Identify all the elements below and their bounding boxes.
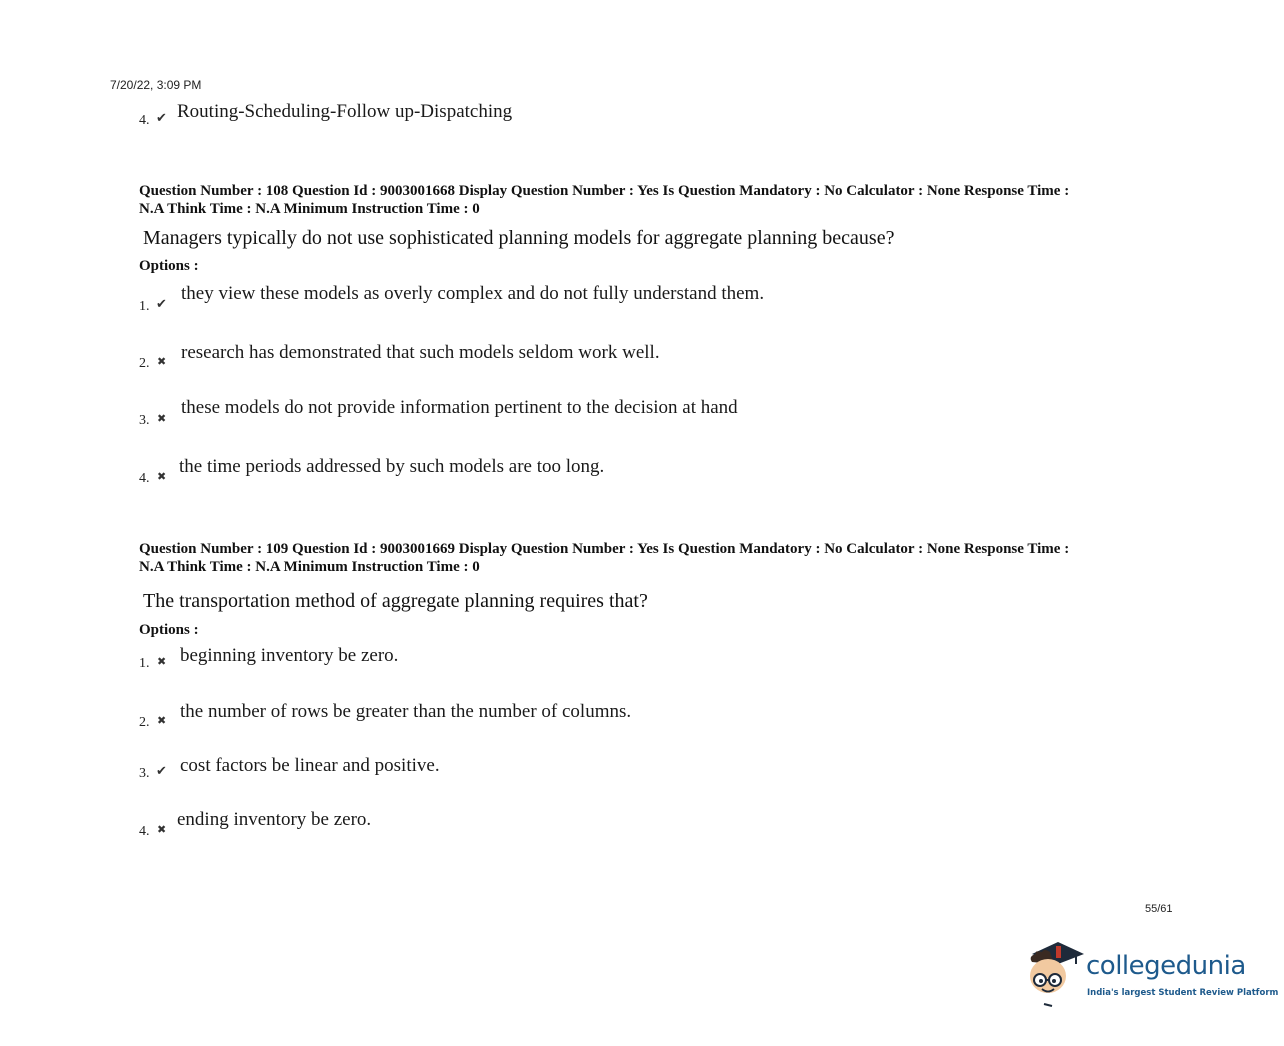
option-text: research has demonstrated that such models seldom work well. — [181, 342, 660, 363]
options-label: Options : — [139, 622, 199, 638]
question-108-meta — [139, 182, 1169, 218]
cross-icon: ✖ — [157, 824, 167, 836]
option-number: 4. — [139, 471, 150, 486]
option-number: 1. — [139, 656, 150, 671]
option-text: ending inventory be zero. — [177, 809, 372, 830]
option-text: the time periods addressed by such models are too long. — [179, 456, 605, 477]
option-number: 4. — [139, 824, 150, 839]
check-icon: ✔ — [156, 296, 167, 311]
page-number: 55/61 — [1145, 903, 1173, 915]
option-text: these models do not provide information pertinent to the decision at hand — [181, 397, 738, 418]
collegedunia-mascot-icon — [1024, 938, 1086, 1008]
option-number: 4. — [139, 113, 150, 128]
question-109-meta — [139, 540, 1169, 576]
option-number: 1. — [139, 299, 150, 314]
cross-icon: ✖ — [157, 356, 167, 368]
meta-line: N.A Think Time : N.A Minimum Instruction Time : 0 — [139, 201, 480, 217]
cross-icon: ✖ — [157, 471, 167, 483]
cross-icon: ✖ — [157, 656, 167, 668]
options-label: Options : — [139, 258, 199, 274]
print-timestamp: 7/20/22, 3:09 PM — [110, 78, 202, 92]
question-109-text: The transportation method of aggregate planning requires that? — [143, 590, 648, 612]
option-number: 2. — [139, 356, 150, 371]
collegedunia-logo-text: collegedunia — [1086, 951, 1246, 981]
option-number: 3. — [139, 766, 150, 781]
logo-tagline: India's largest Student Review Platform — [1087, 988, 1279, 998]
option-text: they view these models as overly complex and do not fully understand them. — [181, 283, 765, 304]
option-text: the number of rows be greater than the number of columns. — [180, 701, 632, 722]
question-108-text: Managers typically do not use sophisticated planning models for aggregate planning because? — [143, 227, 895, 249]
meta-line: Question Number : 109 Question Id : 9003001669 Display Question Number : Yes Is Question Mandatory : No Calculator : None Response Time : — [139, 541, 1070, 557]
option-number: 2. — [139, 715, 150, 730]
cross-icon: ✖ — [157, 715, 167, 727]
meta-line: N.A Think Time : N.A Minimum Instruction Time : 0 — [139, 559, 480, 575]
meta-line: Question Number : 108 Question Id : 9003001668 Display Question Number : Yes Is Question Mandatory : No Calculator : None Response Time : — [139, 183, 1070, 199]
cross-icon: ✖ — [157, 413, 167, 425]
option-text: cost factors be linear and positive. — [180, 755, 440, 776]
check-icon: ✔ — [156, 763, 167, 778]
option-text: beginning inventory be zero. — [180, 645, 399, 666]
check-icon: ✔ — [156, 110, 167, 125]
option-text: Routing-Scheduling-Follow up-Dispatching — [177, 101, 513, 122]
option-number: 3. — [139, 413, 150, 428]
